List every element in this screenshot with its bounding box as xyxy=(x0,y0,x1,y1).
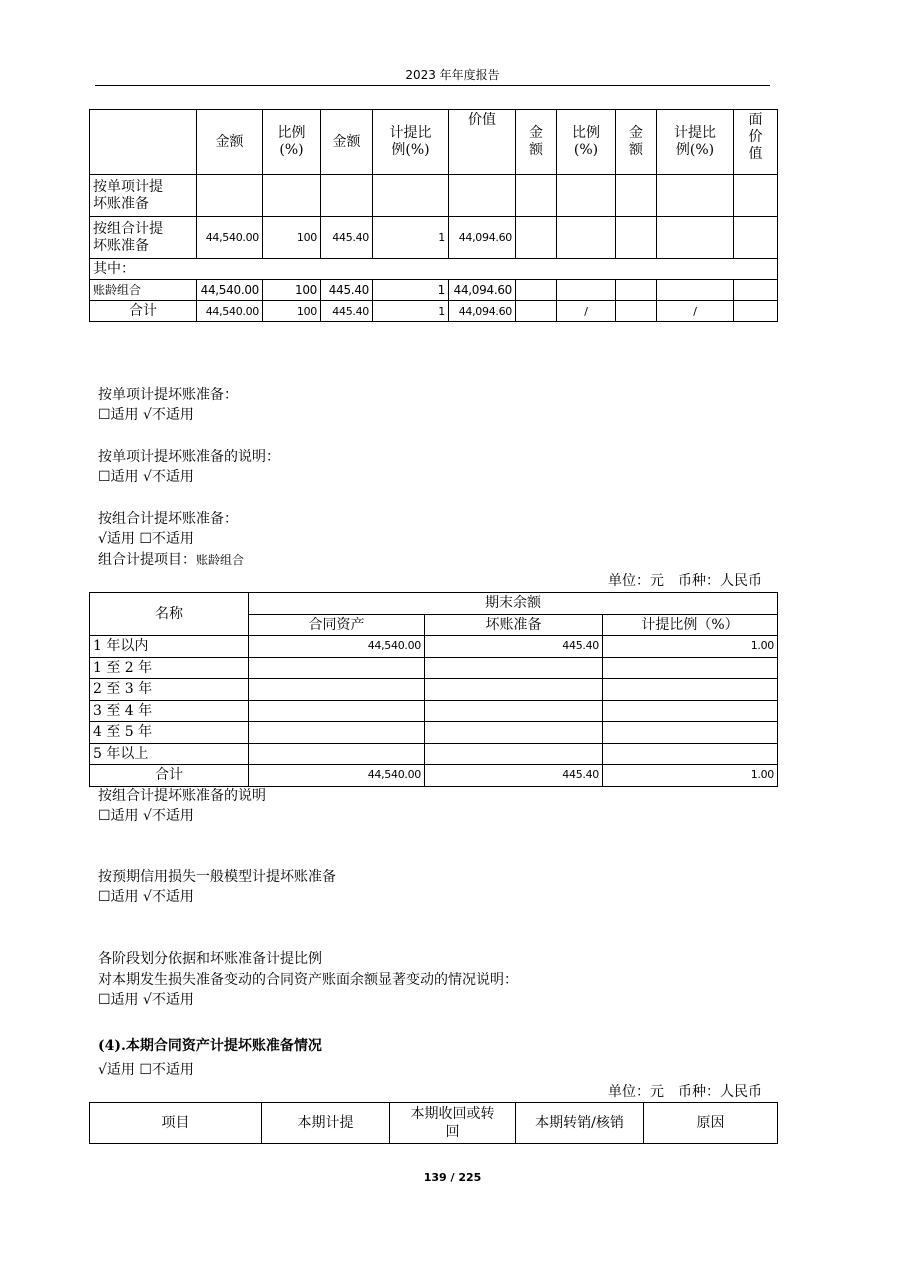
table-cell: 44,540.00 xyxy=(249,636,425,658)
row-label: 按单项计提 坏账准备 xyxy=(90,175,197,217)
table-cell: 1.00 xyxy=(603,765,778,787)
table-cell xyxy=(249,722,425,744)
table1-header-cell: 价值 xyxy=(449,110,516,175)
table-cell xyxy=(516,280,557,301)
row-label: 合计 xyxy=(90,301,197,322)
table-row xyxy=(90,679,778,701)
table-cell xyxy=(425,743,603,765)
table-cell xyxy=(516,175,557,217)
table-cell: 44,540.00 xyxy=(197,280,263,301)
table-cell xyxy=(616,301,657,322)
table1-header-cell xyxy=(90,110,197,175)
table-cell: 1 xyxy=(373,280,449,301)
table-row xyxy=(90,175,778,217)
name-header: 名称 xyxy=(90,593,249,636)
table-cell xyxy=(657,280,734,301)
table-cell: 44,540.00 xyxy=(197,217,263,259)
table-cell xyxy=(249,743,425,765)
applicability-options: √适用 ☐不适用 xyxy=(98,531,194,547)
section-general-model-title: 按预期信用损失一般模型计提坏账准备 xyxy=(98,869,336,885)
table-row xyxy=(90,217,778,259)
table1-header-cell: 金额 xyxy=(321,110,373,175)
table-cell xyxy=(249,679,425,701)
table-cell: 1 xyxy=(373,217,449,259)
period-end-balance-header: 期末余额 xyxy=(249,593,778,615)
table1-header-row xyxy=(90,110,778,175)
table-cell: 100 xyxy=(263,280,321,301)
table-cell xyxy=(557,175,616,217)
group-item-line xyxy=(98,550,244,570)
table-cell xyxy=(425,657,603,679)
table1-header-cell: 金 额 xyxy=(516,110,557,175)
table-cell: 445.40 xyxy=(321,217,373,259)
table-cell xyxy=(734,175,778,217)
unit-currency-note: 单位：元 币种：人民币 xyxy=(608,1084,762,1100)
aging-bucket-label: 合计 xyxy=(90,765,249,787)
table-cell: 445.40 xyxy=(321,280,373,301)
table-cell xyxy=(516,301,557,322)
section-stage-basis-title: 各阶段划分依据和坏账准备计提比例 xyxy=(98,951,322,967)
aging-bucket-label: 1 年以内 xyxy=(90,636,249,658)
table-cell xyxy=(373,175,449,217)
bad-debt-provision-header: 坏账准备 xyxy=(425,614,603,636)
row-label: 按组合计提 坏账准备 xyxy=(90,217,197,259)
table-row xyxy=(90,657,778,679)
table-cell: 445.40 xyxy=(425,636,603,658)
table-row xyxy=(90,700,778,722)
table-cell xyxy=(557,280,616,301)
table2-header-row xyxy=(90,593,778,615)
table-cell: 100 xyxy=(263,217,321,259)
table-cell xyxy=(734,280,778,301)
table-cell: 44,094.60 xyxy=(449,301,516,322)
table1-header-cell: 面 价 值 xyxy=(734,110,778,175)
section-stage-basis-desc: 对本期发生损失准备变动的合同资产账面余额显著变动的情况说明： xyxy=(98,972,518,988)
table-cell: 100 xyxy=(263,301,321,322)
table-cell xyxy=(616,280,657,301)
table-cell xyxy=(425,722,603,744)
table-cell xyxy=(249,657,425,679)
table-cell: 445.40 xyxy=(425,765,603,787)
applicability-options: ☐适用 √不适用 xyxy=(98,992,194,1008)
unit-currency-note: 单位：元 币种：人民币 xyxy=(608,573,762,589)
section-group-provision-note-title: 按组合计提坏账准备的说明 xyxy=(98,788,266,804)
current-provision-header: 本期计提 xyxy=(262,1103,390,1144)
table-cell xyxy=(657,175,734,217)
table-cell xyxy=(657,217,734,259)
provision-changes-table xyxy=(89,1102,778,1144)
aging-bucket-label: 3 至 4 年 xyxy=(90,700,249,722)
table1-header-cell: 金额 xyxy=(197,110,263,175)
table1-header-cell: 比例 (%) xyxy=(557,110,616,175)
table-cell xyxy=(425,679,603,701)
applicability-options: ☐适用 √不适用 xyxy=(98,407,194,423)
table-cell xyxy=(603,657,778,679)
applicability-options: √适用 ☐不适用 xyxy=(98,1062,194,1078)
table3-header-row xyxy=(90,1103,778,1144)
applicability-options: ☐适用 √不适用 xyxy=(98,808,194,824)
subtotal-label: 其中： xyxy=(90,259,778,280)
table-cell: 44,094.60 xyxy=(449,280,516,301)
section-single-provision-title: 按单项计提坏账准备： xyxy=(98,387,238,403)
table-row xyxy=(90,636,778,658)
table-cell: 44,094.60 xyxy=(449,217,516,259)
table1-header-cell: 计提比 例(%) xyxy=(657,110,734,175)
group-item-label: 组合计提项目： xyxy=(98,552,196,568)
table-cell: / xyxy=(557,301,616,322)
table-row xyxy=(90,722,778,744)
table-cell xyxy=(425,700,603,722)
section-heading-4: (4).本期合同资产计提坏账准备情况 xyxy=(98,1038,322,1054)
table-cell xyxy=(734,301,778,322)
contract-assets-header: 合同资产 xyxy=(249,614,425,636)
report-header-title: 2023 年年度报告 xyxy=(405,68,500,82)
table-cell: 1 xyxy=(373,301,449,322)
table-row xyxy=(90,765,778,787)
table1-header-cell: 金 额 xyxy=(616,110,657,175)
table-cell xyxy=(603,700,778,722)
table-cell xyxy=(249,700,425,722)
applicability-options: ☐适用 √不适用 xyxy=(98,889,194,905)
table-row xyxy=(90,301,778,322)
page-number: 139 / 225 xyxy=(423,1171,482,1184)
table-cell xyxy=(449,175,516,217)
section-group-provision-title: 按组合计提坏账准备： xyxy=(98,511,238,527)
table-cell xyxy=(616,217,657,259)
table-cell: 44,540.00 xyxy=(197,301,263,322)
aging-provision-table xyxy=(89,592,778,787)
table-cell xyxy=(321,175,373,217)
applicability-options: ☐适用 √不适用 xyxy=(98,469,194,485)
written-off-header: 本期转销/核销 xyxy=(516,1103,644,1144)
table-cell: / xyxy=(657,301,734,322)
table-cell xyxy=(734,217,778,259)
provision-ratio-header: 计提比例（%） xyxy=(603,614,778,636)
table1-header-cell: 计提比 例(%) xyxy=(373,110,449,175)
header-divider xyxy=(95,85,770,86)
table-cell xyxy=(263,175,321,217)
table-cell: 445.40 xyxy=(321,301,373,322)
table1-header-cell: 比例 (%) xyxy=(263,110,321,175)
item-header: 项目 xyxy=(90,1103,262,1144)
table-row xyxy=(90,259,778,280)
table-cell xyxy=(603,679,778,701)
group-item-value: 账龄组合 xyxy=(196,553,245,567)
table-cell xyxy=(516,217,557,259)
table-cell: 1.00 xyxy=(603,636,778,658)
contract-assets-provision-table xyxy=(89,109,778,322)
table-cell xyxy=(616,175,657,217)
table-cell xyxy=(603,722,778,744)
table-cell xyxy=(197,175,263,217)
reason-header: 原因 xyxy=(644,1103,778,1144)
aging-bucket-label: 4 至 5 年 xyxy=(90,722,249,744)
aging-bucket-label: 1 至 2 年 xyxy=(90,657,249,679)
table-cell xyxy=(603,743,778,765)
recovered-header: 本期收回或转 回 xyxy=(390,1103,516,1144)
table-cell: 44,540.00 xyxy=(249,765,425,787)
table-row xyxy=(90,280,778,301)
section-single-provision-note-title: 按单项计提坏账准备的说明： xyxy=(98,449,280,465)
table-row xyxy=(90,743,778,765)
aging-bucket-label: 5 年以上 xyxy=(90,743,249,765)
table-cell xyxy=(557,217,616,259)
aging-bucket-label: 2 至 3 年 xyxy=(90,679,249,701)
row-label: 账龄组合 xyxy=(90,280,197,301)
